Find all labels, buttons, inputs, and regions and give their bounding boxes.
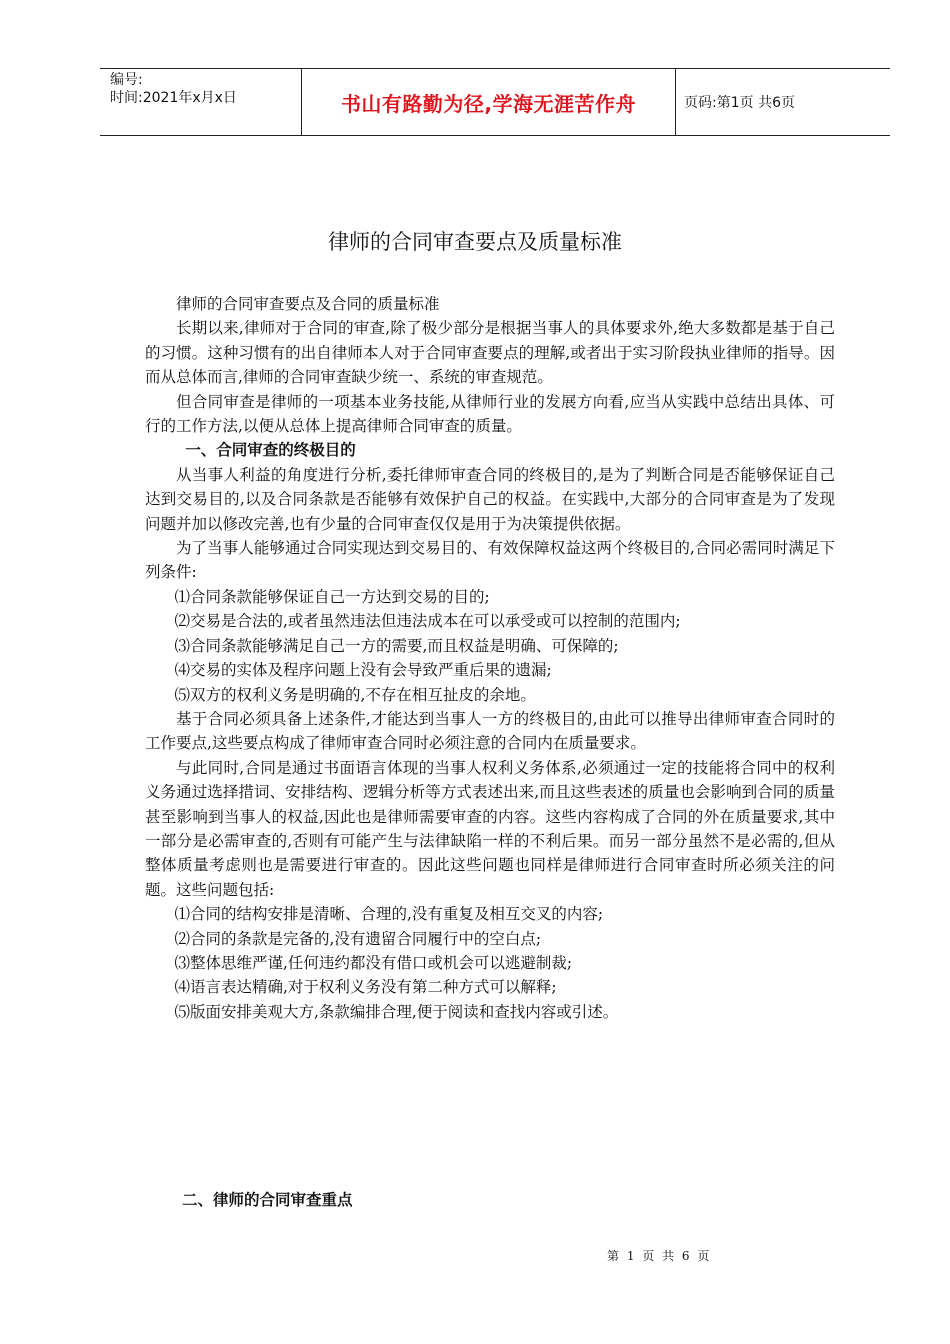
page-footer: 第 1 页 共 6 页 (607, 1249, 710, 1263)
body-paragraph: 律师的合同审查要点及合同的质量标准 (176, 295, 440, 313)
list-item: ⑵交易是合法的,或者虽然违法但违法成本在可以承受或可以控制的范围内; (174, 612, 681, 631)
list-item: ⑷交易的实体及程序问题上没有会导致严重后果的遗漏; (174, 661, 552, 680)
body-paragraph: 基于合同必须具备上述条件,才能达到当事人一方的终极目的,由此可以推导出律师审查合同时的工作要点,这些要点构成了律师审查合同时必须注意的合同内在质量要求。 (145, 709, 835, 753)
list-item: ⑷语言表达精确,对于权利义务没有第二种方式可以解释; (174, 978, 557, 997)
list-item: ⑴合同的结构安排是清晰、合理的,没有重复及相互交叉的内容; (174, 905, 604, 924)
list-item: ⑸双方的权利义务是明确的,不存在相互扯皮的余地。 (174, 685, 536, 704)
page-info-text: 页码:第1页 共6页 (684, 95, 795, 111)
section-heading: 一、合同审查的终极目的 (185, 441, 356, 460)
section-heading-2: 二、律师的合同审查重点 (182, 1191, 353, 1209)
document-body (145, 292, 835, 1024)
motto-text: 书山有路勤为径,学海无涯苦作舟 (340, 91, 637, 116)
list-item: ⑶整体思维严谨,任何违约都没有借口或机会可以逃避制裁; (174, 953, 573, 972)
header-meta-cell (100, 69, 302, 135)
body-paragraph: 长期以来,律师对于合同的审查,除了极少部分是根据当事人的具体要求外,绝大多数都是基于自己的习惯。这种习惯有的出自律师本人对于合同审查要点的理解,或者出于实习阶段执业律师的指导。因而从总体而言,律师的合同审查缺少统一、系统的审查规范。 (145, 319, 835, 387)
list-item: ⑸版面安排美观大方,条款编排合理,便于阅读和查找内容或引述。 (174, 1002, 619, 1021)
body-paragraph: 为了当事人能够通过合同实现达到交易目的、有效保障权益这两个终极目的,合同必需同时满足下列条件: (145, 539, 835, 582)
page-info-cell (676, 69, 890, 135)
list-item: ⑵合同的条款是完备的,没有遗留合同履行中的空白点; (174, 929, 542, 948)
document-title: 律师的合同审查要点及质量标准 (328, 230, 622, 254)
motto-cell (302, 69, 676, 135)
header-table (100, 68, 890, 136)
time-label: 时间:2021年x月x日 (110, 90, 237, 106)
body-paragraph: 从当事人利益的角度进行分析,委托律师审查合同的终极目的,是为了判断合同是否能够保证自己达到交易目的,以及合同条款是否能够有效保护自己的权益。在实践中,大部分的合同审查是为了发现问题并加以修改完善,也有少量的合同审查仅仅是用于为决策提供依据。 (145, 465, 835, 533)
body-paragraph: 但合同审查是律师的一项基本业务技能,从律师行业的发展方向看,应当从实践中总结出具体、可行的工作方法,以便从总体上提高律师合同审查的质量。 (145, 392, 835, 436)
list-item: ⑶合同条款能够满足自己一方的需要,而且权益是明确、可保障的; (174, 636, 619, 655)
list-item: ⑴合同条款能够保证自己一方达到交易的目的; (174, 587, 490, 606)
number-label: 编号: (110, 72, 143, 88)
body-paragraph: 与此同时,合同是通过书面语言体现的当事人权利义务体系,必须通过一定的技能将合同中的权利义务通过选择措词、安排结构、逻辑分析等方式表述出来,而且这些表述的质量也会影响到合同的质量甚至影响到当事人的权益,因此也是律师需要审查的内容。这些内容构成了合同的外在质量要求,其中一部分是必需审查的,否则有可能产生与法律缺陷一样的不利后果。而另一部分虽然不是必需的,但从整体质量考虑则也是需要进行审查的。因此这些问题也同样是律师进行合同审查时所必须关注的问题。这些问题包括: (145, 758, 835, 899)
